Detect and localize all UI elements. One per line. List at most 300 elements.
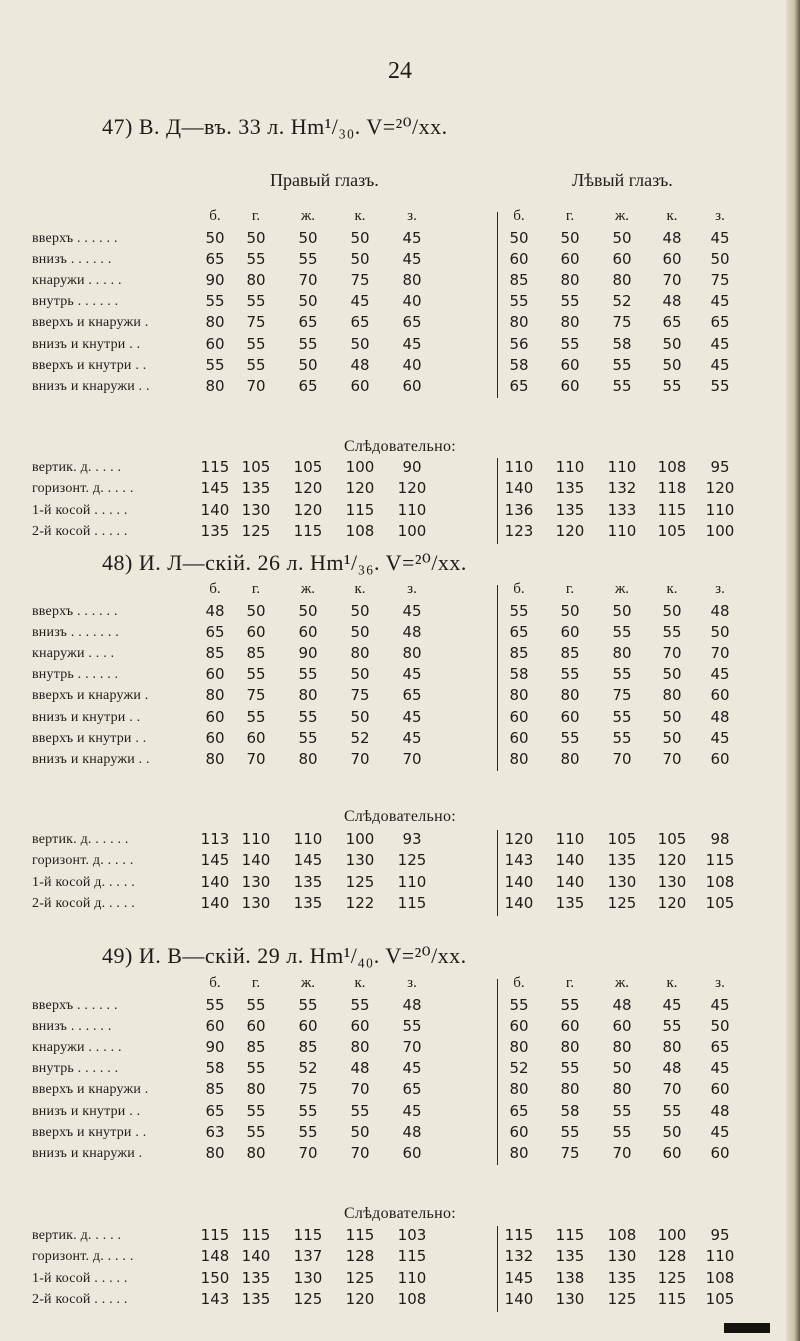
row-label: внизъ . . . . . . <box>32 1019 112 1035</box>
row-label: внизъ и кнутри . . <box>32 709 141 725</box>
value-cell-left: 55 <box>612 707 632 726</box>
value-cell-right: 80 <box>205 749 225 768</box>
value-cell-left: 48 <box>612 996 632 1014</box>
summary-cell-right: 110 <box>397 1268 427 1287</box>
value-cell-left: 45 <box>710 229 730 247</box>
value-cell-right: 75 <box>246 313 266 332</box>
value-cell-right: 48 <box>402 1122 422 1141</box>
summary-cell-right: 140 <box>200 872 230 891</box>
value-cell-left: 58 <box>560 1101 580 1120</box>
value-cell-left: 45 <box>710 355 730 374</box>
summary-cell-left: 110 <box>555 830 585 848</box>
value-cell-right: 75 <box>350 271 370 290</box>
value-cell-left: 50 <box>612 1059 632 1078</box>
value-cell-right: 60 <box>205 728 225 747</box>
value-cell-left: 55 <box>662 1017 682 1036</box>
value-cell-left: 45 <box>710 665 730 684</box>
summary-cell-right: 105 <box>241 458 271 476</box>
row-label: вверхъ и кнаружи . <box>32 688 149 704</box>
column-divider <box>497 458 498 544</box>
value-cell-right: 48 <box>402 996 422 1014</box>
value-cell-right: 50 <box>350 602 370 620</box>
summary-cell-left: 105 <box>607 830 637 848</box>
value-cell-left: 55 <box>560 334 580 353</box>
value-cell-left: 70 <box>710 644 730 663</box>
value-cell-right: 45 <box>402 229 422 247</box>
value-cell-right: 90 <box>205 1038 225 1057</box>
summary-cell-left: 110 <box>607 458 637 476</box>
value-cell-right: 60 <box>246 728 266 747</box>
value-cell-right: 60 <box>298 1017 318 1036</box>
value-cell-left: 48 <box>662 1059 682 1078</box>
column-header: г. <box>565 208 575 224</box>
value-cell-left: 60 <box>560 376 580 395</box>
value-cell-left: 65 <box>509 376 529 395</box>
summary-cell-right: 120 <box>293 479 323 498</box>
value-cell-right: 80 <box>246 271 266 290</box>
summary-cell-right: 130 <box>345 851 375 870</box>
summary-cell-right: 135 <box>293 894 323 913</box>
summary-cell-right: 145 <box>200 851 230 870</box>
value-cell-left: 60 <box>710 1143 730 1162</box>
value-cell-left: 80 <box>612 271 632 290</box>
value-cell-left: 60 <box>710 1080 730 1099</box>
value-cell-right: 45 <box>402 665 422 684</box>
value-cell-right: 48 <box>402 623 422 642</box>
value-cell-left: 50 <box>560 229 580 247</box>
summary-cell-left: 135 <box>555 479 585 498</box>
column-header: з. <box>407 975 417 991</box>
value-cell-right: 50 <box>298 602 318 620</box>
row-label: внутрь . . . . . . <box>32 667 119 683</box>
eye-label-left: Лѣвый глазъ. <box>572 170 673 190</box>
value-cell-right: 55 <box>246 334 266 353</box>
summary-cell-left: 143 <box>504 851 534 870</box>
summary-cell-right: 115 <box>200 458 230 476</box>
summary-cell-left: 130 <box>657 872 687 891</box>
value-cell-left: 60 <box>560 623 580 642</box>
value-cell-right: 85 <box>205 1080 225 1099</box>
value-cell-right: 55 <box>350 996 370 1014</box>
summary-cell-right: 90 <box>402 458 422 476</box>
value-cell-left: 50 <box>509 229 529 247</box>
value-cell-right: 52 <box>350 728 370 747</box>
value-cell-left: 50 <box>710 1017 730 1036</box>
column-header: ж. <box>614 975 630 991</box>
value-cell-right: 55 <box>298 334 318 353</box>
value-cell-right: 65 <box>205 250 225 269</box>
value-cell-left: 55 <box>612 623 632 642</box>
value-cell-right: 40 <box>402 355 422 374</box>
summary-cell-right: 110 <box>293 830 323 848</box>
value-cell-right: 48 <box>350 1059 370 1078</box>
section-title: 48) И. Л—скій. 26 л. Hm¹/₃₆. V=²⁰/xx. <box>102 550 467 575</box>
summary-cell-right: 105 <box>293 458 323 476</box>
consequence-label: Слѣдовательно: <box>343 808 457 825</box>
value-cell-right: 50 <box>298 292 318 311</box>
value-cell-left: 80 <box>560 313 580 332</box>
summary-cell-left: 135 <box>555 500 585 519</box>
section-title: 47) В. Д—въ. 33 л. Hm¹/₃₀. V=²⁰/xx. <box>102 114 448 139</box>
summary-cell-left: 110 <box>504 458 534 476</box>
summary-cell-left: 105 <box>705 1290 735 1309</box>
summary-cell-left: 95 <box>710 1226 730 1244</box>
value-cell-left: 70 <box>662 1080 682 1099</box>
summary-cell-right: 148 <box>200 1247 230 1266</box>
column-header: г. <box>565 975 575 991</box>
summary-cell-right: 120 <box>397 479 427 498</box>
summary-cell-right: 125 <box>293 1290 323 1309</box>
summary-cell-left: 135 <box>607 851 637 870</box>
value-cell-right: 55 <box>298 665 318 684</box>
row-label: внизъ . . . . . . <box>32 252 112 268</box>
summary-cell-left: 125 <box>607 1290 637 1309</box>
value-cell-right: 85 <box>246 1038 266 1057</box>
value-cell-left: 45 <box>662 996 682 1014</box>
summary-cell-left: 120 <box>504 830 534 848</box>
summary-cell-right: 125 <box>345 872 375 891</box>
row-label: внизъ и кнаружи . <box>32 1145 143 1161</box>
page-edge <box>786 0 800 1341</box>
column-divider <box>497 585 498 771</box>
value-cell-right: 70 <box>350 1080 370 1099</box>
value-cell-right: 55 <box>246 250 266 269</box>
value-cell-left: 80 <box>509 1080 529 1099</box>
value-cell-left: 55 <box>509 292 529 311</box>
row-label: кнаружи . . . . . <box>32 273 122 289</box>
summary-cell-left: 125 <box>607 894 637 913</box>
value-cell-left: 50 <box>710 250 730 269</box>
value-cell-right: 55 <box>402 1017 422 1036</box>
value-cell-left: 75 <box>612 313 632 332</box>
value-cell-right: 60 <box>402 376 422 395</box>
summary-cell-right: 137 <box>293 1247 323 1266</box>
row-label: внизъ и кнаружи . . <box>32 378 150 394</box>
value-cell-left: 60 <box>560 1017 580 1036</box>
value-cell-left: 45 <box>710 292 730 311</box>
value-cell-right: 55 <box>205 355 225 374</box>
summary-cell-left: 140 <box>504 479 534 498</box>
value-cell-right: 55 <box>246 1059 266 1078</box>
summary-cell-left: 132 <box>504 1247 534 1266</box>
value-cell-right: 65 <box>402 313 422 332</box>
summary-cell-right: 135 <box>241 479 271 498</box>
value-cell-left: 60 <box>710 749 730 768</box>
row-label: внизъ и кнутри . . <box>32 336 141 352</box>
value-cell-right: 50 <box>350 665 370 684</box>
value-cell-left: 52 <box>509 1059 529 1078</box>
value-cell-left: 85 <box>509 271 529 290</box>
summary-cell-right: 115 <box>200 1226 230 1244</box>
column-header: к. <box>666 975 678 991</box>
value-cell-right: 55 <box>298 1101 318 1120</box>
column-header: к. <box>354 581 366 597</box>
value-cell-right: 55 <box>205 292 225 311</box>
value-cell-left: 55 <box>662 623 682 642</box>
value-cell-right: 75 <box>246 686 266 705</box>
summary-cell-left: 108 <box>607 1226 637 1244</box>
value-cell-right: 45 <box>402 1101 422 1120</box>
summary-cell-left: 110 <box>705 500 735 519</box>
summary-cell-left: 145 <box>504 1268 534 1287</box>
summary-cell-right: 120 <box>293 500 323 519</box>
value-cell-right: 52 <box>298 1059 318 1078</box>
value-cell-right: 70 <box>246 749 266 768</box>
summary-cell-left: 140 <box>504 894 534 913</box>
summary-cell-right: 110 <box>397 500 427 519</box>
value-cell-right: 60 <box>205 665 225 684</box>
value-cell-right: 65 <box>350 313 370 332</box>
value-cell-left: 50 <box>662 334 682 353</box>
summary-cell-right: 145 <box>293 851 323 870</box>
consequence-label: Слѣдовательно: <box>343 438 457 455</box>
summary-cell-left: 100 <box>657 1226 687 1244</box>
summary-cell-left: 130 <box>555 1290 585 1309</box>
column-header: к. <box>354 975 366 991</box>
summary-cell-left: 120 <box>657 894 687 913</box>
value-cell-left: 80 <box>560 1038 580 1057</box>
value-cell-right: 60 <box>205 707 225 726</box>
value-cell-left: 80 <box>509 1038 529 1057</box>
summary-cell-left: 115 <box>657 1290 687 1309</box>
value-cell-left: 55 <box>662 376 682 395</box>
summary-cell-left: 120 <box>657 851 687 870</box>
value-cell-left: 80 <box>509 749 529 768</box>
value-cell-right: 70 <box>350 1143 370 1162</box>
value-cell-left: 60 <box>560 355 580 374</box>
row-label: вверхъ и кнаружи . <box>32 1082 149 1098</box>
summary-cell-right: 135 <box>241 1290 271 1309</box>
summary-cell-right: 100 <box>345 458 375 476</box>
page-number: 24 <box>388 58 412 84</box>
value-cell-right: 60 <box>205 334 225 353</box>
summary-cell-right: 93 <box>402 830 422 848</box>
column-header: г. <box>565 581 575 597</box>
value-cell-right: 90 <box>205 271 225 290</box>
value-cell-left: 80 <box>612 1038 632 1057</box>
summary-cell-right: 135 <box>200 522 230 541</box>
summary-cell-right: 115 <box>241 1226 271 1244</box>
value-cell-left: 60 <box>710 686 730 705</box>
summary-cell-right: 113 <box>200 830 230 848</box>
column-header: б. <box>209 581 221 597</box>
value-cell-right: 50 <box>350 229 370 247</box>
value-cell-right: 80 <box>350 1038 370 1057</box>
value-cell-right: 75 <box>298 1080 318 1099</box>
value-cell-left: 55 <box>560 996 580 1014</box>
row-label: внутрь . . . . . . <box>32 294 119 310</box>
summary-cell-right: 103 <box>397 1226 427 1244</box>
summary-row-label: 2-й косой . . . . . <box>32 1292 128 1308</box>
row-label: вверхъ . . . . . . <box>32 231 118 246</box>
summary-cell-left: 115 <box>705 851 735 870</box>
value-cell-right: 50 <box>298 229 318 247</box>
summary-cell-right: 110 <box>241 830 271 848</box>
value-cell-left: 60 <box>509 707 529 726</box>
column-header: ж. <box>300 208 316 224</box>
summary-cell-left: 110 <box>705 1247 735 1266</box>
value-cell-right: 50 <box>350 707 370 726</box>
value-cell-right: 45 <box>402 1059 422 1078</box>
value-cell-left: 50 <box>662 728 682 747</box>
value-cell-right: 58 <box>205 1059 225 1078</box>
value-cell-left: 50 <box>612 229 632 247</box>
summary-cell-left: 125 <box>657 1268 687 1287</box>
summary-cell-right: 140 <box>200 500 230 519</box>
summary-row-label: вертик. д. . . . . <box>32 460 122 475</box>
summary-cell-right: 100 <box>345 830 375 848</box>
value-cell-left: 65 <box>710 1038 730 1057</box>
value-cell-right: 50 <box>350 250 370 269</box>
column-header: з. <box>407 581 417 597</box>
column-header: ж. <box>300 581 316 597</box>
value-cell-right: 80 <box>246 1143 266 1162</box>
summary-cell-left: 140 <box>504 872 534 891</box>
row-label: внизъ и кнутри . . <box>32 1103 141 1119</box>
summary-cell-left: 98 <box>710 830 730 848</box>
value-cell-left: 55 <box>509 602 529 620</box>
value-cell-left: 60 <box>509 1017 529 1036</box>
column-header: к. <box>666 208 678 224</box>
value-cell-right: 80 <box>298 749 318 768</box>
value-cell-right: 60 <box>246 623 266 642</box>
value-cell-left: 75 <box>560 1143 580 1162</box>
summary-cell-right: 128 <box>345 1247 375 1266</box>
value-cell-left: 80 <box>560 271 580 290</box>
column-header: г. <box>251 581 261 597</box>
value-cell-right: 55 <box>246 996 266 1014</box>
value-cell-left: 65 <box>710 313 730 332</box>
column-header: к. <box>666 581 678 597</box>
summary-cell-left: 123 <box>504 522 534 541</box>
value-cell-right: 45 <box>402 728 422 747</box>
summary-cell-left: 135 <box>607 1268 637 1287</box>
value-cell-left: 80 <box>612 644 632 663</box>
value-cell-right: 55 <box>205 996 225 1014</box>
value-cell-right: 85 <box>246 644 266 663</box>
column-header: ж. <box>614 581 630 597</box>
summary-cell-right: 115 <box>345 1226 375 1244</box>
column-header: б. <box>209 208 221 224</box>
column-divider <box>497 830 498 916</box>
value-cell-left: 60 <box>662 1143 682 1162</box>
summary-cell-right: 130 <box>293 1268 323 1287</box>
summary-cell-left: 110 <box>607 522 637 541</box>
value-cell-right: 55 <box>246 292 266 311</box>
row-label: внутрь . . . . . . <box>32 1061 119 1077</box>
value-cell-left: 75 <box>710 271 730 290</box>
summary-cell-left: 130 <box>607 1247 637 1266</box>
value-cell-right: 65 <box>205 1101 225 1120</box>
value-cell-left: 58 <box>509 665 529 684</box>
value-cell-left: 80 <box>560 749 580 768</box>
summary-cell-left: 100 <box>705 522 735 541</box>
value-cell-left: 70 <box>612 1143 632 1162</box>
summary-cell-left: 120 <box>705 479 735 498</box>
corner-mark <box>724 1323 770 1333</box>
summary-row-label: 1-й косой . . . . . <box>32 502 128 518</box>
summary-row-label: 2-й косой . . . . . <box>32 524 128 540</box>
value-cell-right: 85 <box>298 1038 318 1057</box>
summary-cell-left: 140 <box>555 872 585 891</box>
value-cell-right: 50 <box>298 355 318 374</box>
value-cell-left: 48 <box>710 1101 730 1120</box>
value-cell-right: 65 <box>205 623 225 642</box>
column-divider <box>497 212 498 398</box>
summary-cell-right: 100 <box>397 522 427 541</box>
value-cell-right: 55 <box>298 250 318 269</box>
row-label: вверхъ и кнутри . . <box>32 730 147 746</box>
value-cell-left: 70 <box>662 271 682 290</box>
summary-cell-left: 108 <box>705 872 735 891</box>
value-cell-left: 60 <box>509 250 529 269</box>
summary-cell-right: 120 <box>345 479 375 498</box>
row-label: вверхъ . . . . . . <box>32 998 118 1013</box>
value-cell-left: 60 <box>612 250 632 269</box>
summary-row-label: 1-й косой . . . . . <box>32 1270 128 1286</box>
value-cell-left: 55 <box>612 1101 632 1120</box>
value-cell-left: 80 <box>560 1080 580 1099</box>
summary-cell-right: 130 <box>241 894 271 913</box>
row-label: внизъ и кнаружи . . <box>32 751 150 767</box>
summary-cell-left: 110 <box>555 458 585 476</box>
value-cell-left: 60 <box>560 250 580 269</box>
value-cell-left: 58 <box>612 334 632 353</box>
summary-cell-left: 115 <box>555 1226 585 1244</box>
summary-cell-right: 125 <box>345 1268 375 1287</box>
value-cell-right: 60 <box>298 623 318 642</box>
summary-cell-right: 125 <box>241 522 271 541</box>
value-cell-left: 60 <box>509 728 529 747</box>
summary-cell-right: 140 <box>200 894 230 913</box>
value-cell-left: 65 <box>662 313 682 332</box>
summary-cell-left: 105 <box>705 894 735 913</box>
summary-cell-left: 136 <box>504 500 534 519</box>
value-cell-right: 80 <box>205 313 225 332</box>
summary-cell-left: 140 <box>504 1290 534 1309</box>
value-cell-right: 70 <box>402 1038 422 1057</box>
value-cell-left: 60 <box>662 250 682 269</box>
value-cell-right: 45 <box>350 292 370 311</box>
value-cell-right: 55 <box>246 707 266 726</box>
summary-cell-left: 135 <box>555 894 585 913</box>
value-cell-right: 80 <box>205 376 225 395</box>
value-cell-right: 50 <box>350 1122 370 1141</box>
value-cell-right: 80 <box>402 644 422 663</box>
column-divider <box>497 1226 498 1312</box>
summary-cell-right: 115 <box>293 522 323 541</box>
value-cell-right: 60 <box>205 1017 225 1036</box>
value-cell-right: 65 <box>402 686 422 705</box>
value-cell-left: 58 <box>509 355 529 374</box>
value-cell-right: 60 <box>350 1017 370 1036</box>
row-label: вверхъ и кнутри . . <box>32 1124 147 1140</box>
value-cell-left: 56 <box>509 334 529 353</box>
summary-cell-right: 145 <box>200 479 230 498</box>
column-header: б. <box>513 581 525 597</box>
value-cell-left: 50 <box>662 602 682 620</box>
summary-row-label: 2-й косой д. . . . . <box>32 896 135 912</box>
summary-row-label: вертик. д. . . . . <box>32 1228 122 1243</box>
value-cell-left: 55 <box>612 376 632 395</box>
value-cell-right: 65 <box>298 376 318 395</box>
summary-cell-left: 108 <box>657 458 687 476</box>
value-cell-left: 55 <box>560 665 580 684</box>
value-cell-left: 45 <box>710 1122 730 1141</box>
value-cell-left: 80 <box>560 686 580 705</box>
row-label: вверхъ . . . . . . <box>32 604 118 619</box>
column-header: з. <box>715 581 725 597</box>
